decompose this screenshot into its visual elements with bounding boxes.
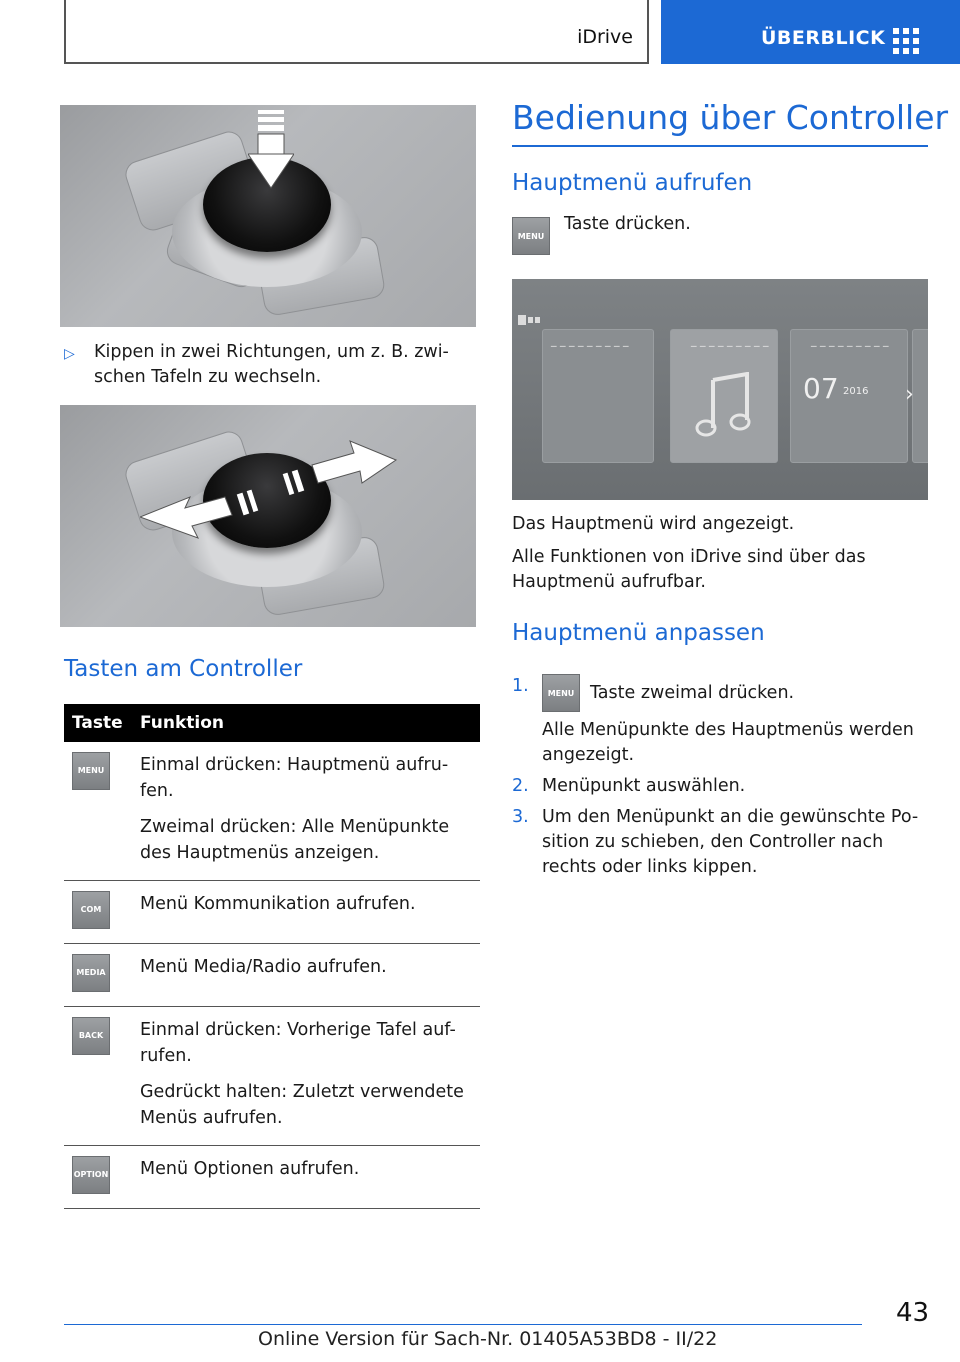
step-number: 2. (512, 776, 529, 796)
controller-tilt-photo (60, 405, 476, 627)
row-text: Menü Optionen aufrufen. (140, 1159, 360, 1179)
table-row (64, 742, 480, 881)
bullet-item (64, 340, 474, 390)
step-number: 3. (512, 807, 529, 827)
press-text: Taste drücken. (564, 214, 691, 234)
keys-table (64, 704, 480, 1209)
keys-heading: Tasten am Controller (64, 656, 303, 682)
option-key-icon: OPTION (72, 1156, 110, 1194)
bullet-text: Kippen in zwei Richtungen, um z. B. zwi- schen Tafeln zu wechseln. (94, 342, 449, 387)
menu-key-icon: MENU (542, 674, 580, 712)
step-text: Taste zweimal drücken. (590, 683, 795, 703)
all-functions-text: Alle Funktionen von iDrive sind über das Hauptmenü aufrufbar. (512, 547, 866, 592)
table-header-key: Taste (64, 704, 132, 742)
music-note-icon (693, 372, 753, 440)
step-text: Menüpunkt auswählen. (542, 776, 746, 796)
main-menu-screen (512, 279, 928, 500)
footer-rule (64, 1324, 862, 1325)
title-rule (512, 145, 928, 147)
step-note: Alle Menüpunkte des Hauptmenüs werden angezeigt. (542, 720, 914, 765)
steps-list (512, 674, 932, 886)
calendar-year: 2016 (843, 386, 869, 397)
grid-menu-icon (893, 28, 919, 54)
menu-key-icon: MENU (512, 217, 550, 255)
header-chapter-box (661, 0, 960, 64)
left-right-arrows-icon (140, 435, 400, 545)
controller-press-photo (60, 105, 476, 327)
bullet-marker-icon: ▷ (64, 346, 75, 362)
row-text: Einmal drücken: Vorherige Tafel auf- rufen. (140, 1020, 456, 1066)
menu-shown-text: Das Hauptmenü wird angezeigt. (512, 514, 795, 534)
chapter-title: ÜBERBLICK (761, 27, 886, 49)
table-row (64, 944, 480, 1007)
vehicle-tile (542, 329, 654, 463)
step-text: Um den Menüpunkt an die gewünschte Po- sition zu schieben, den Controller nach rechts oder links kippen. (542, 807, 919, 877)
menu-key-icon: MENU (72, 752, 110, 790)
calendar-tile (790, 329, 908, 463)
row-text: Menü Kommunikation aufrufen. (140, 894, 416, 914)
subheading-customize-menu: Hauptmenü anpassen (512, 620, 765, 646)
chevron-right-icon: › (905, 382, 914, 407)
media-tile (670, 329, 778, 463)
down-arrow-icon (248, 110, 294, 190)
row-text: Einmal drücken: Hauptmenü aufru- fen. (140, 755, 449, 801)
table-row (64, 881, 480, 944)
section-title: iDrive (577, 26, 633, 48)
back-key-icon: BACK (72, 1017, 110, 1055)
page-number: 43 (896, 1298, 930, 1328)
table-header-function: Funktion (132, 704, 480, 742)
header-section-box (64, 0, 649, 64)
tile-dashes: _ _ _ _ _ _ _ _ _ (551, 334, 629, 347)
list-item (512, 805, 932, 880)
page-title: Bedienung über Controller (512, 98, 949, 137)
table-row (64, 1007, 480, 1146)
subheading-open-menu: Hauptmenü aufrufen (512, 170, 753, 196)
tile-dashes: _ _ _ _ _ _ _ _ _ (811, 334, 889, 347)
list-item (512, 774, 932, 799)
row-text: Zweimal drücken: Alle Menüpunkte des Hauptmenüs anzeigen. (140, 817, 450, 863)
table-header-row (64, 704, 480, 742)
row-text: Gedrückt halten: Zuletzt verwendete Menüs aufrufen. (140, 1082, 464, 1128)
calendar-day: 07 (803, 372, 839, 405)
car-settings-icon (518, 313, 540, 327)
com-key-icon: COM (72, 891, 110, 929)
tile-dashes: _ _ _ _ _ _ _ _ _ (691, 334, 769, 347)
footer-text: Online Version für Sach-Nr. 01405A53BD8 - II/22 (258, 1328, 718, 1350)
list-item (512, 674, 932, 768)
row-text: Menü Media/Radio aufrufen. (140, 957, 387, 977)
table-row (64, 1146, 480, 1209)
media-key-icon: MEDIA (72, 954, 110, 992)
next-tile (905, 329, 928, 463)
step-number: 1. (512, 676, 529, 696)
